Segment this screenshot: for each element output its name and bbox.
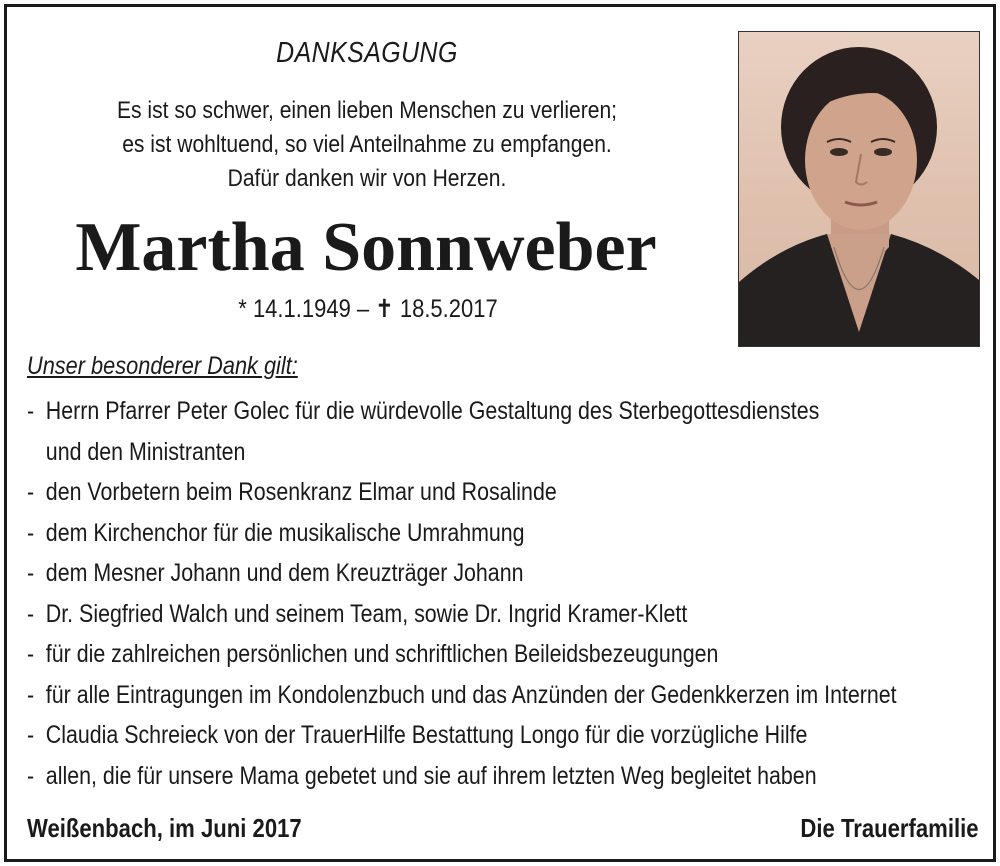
intro-line: es ist wohltuend, so viel Anteilnahme zu empfangen. [122,131,612,158]
death-date: 18.5.2017 [399,295,498,323]
list-item [27,715,968,756]
list-dash: - [27,478,35,506]
signature: Die Trauerfamilie [800,813,979,843]
list-item [27,391,968,432]
list-item [27,472,968,513]
list-item-continuation: und den Ministranten [45,437,246,466]
list-item-text: dem Kirchenchor für die musikalische Umrahmung [45,518,525,547]
portrait-photo-icon [739,32,979,346]
list-item [27,513,968,554]
list-item-text: dem Mesner Johann und dem Kreuzträger Johann [45,559,524,587]
place-date: Weißenbach, im Juni 2017 [27,813,302,843]
cross-icon: ✝ [375,295,394,323]
list-item-text: Herrn Pfarrer Peter Golec für die würdevolle Gestaltung des Sterbegottesdienstes [45,397,820,425]
list-item-text: allen, die für unsere Mama gebetet und sie auf ihrem letzten Weg begleitet haben [45,761,817,790]
list-item-text: den Vorbetern beim Rosenkranz Elmar und Rosalinde [45,478,557,506]
list-item [27,675,968,716]
list-dash: - [27,680,35,709]
list-item [27,756,968,797]
list-item-text: für die zahlreichen persönlichen und schriftlichen Beileidsbezeugungen [45,640,719,668]
list-dash: - [27,640,35,668]
list-item [27,634,968,675]
list-item-text: Dr. Siegfried Walch und seinem Team, sowie Dr. Ingrid Kramer-Klett [45,599,688,628]
list-dash: - [27,397,35,425]
list-dash: - [27,599,35,628]
list-item-text: für alle Eintragungen im Kondolenzbuch und das Anzünden der Gedenkkerzen im Internet [45,680,897,709]
list-dash: - [27,721,35,749]
portrait-photo [738,31,980,347]
thanks-list [27,391,968,796]
list-item-text: Claudia Schreieck von der TrauerHilfe Bestattung Longo für die vorzügliche Hilfe [45,721,808,749]
list-item [27,594,968,635]
intro-line: Es ist so schwer, einen lieben Menschen zu verlieren; [116,97,618,124]
list-dash: - [27,559,35,587]
notice-heading: DANKSAGUNG [276,37,458,69]
intro-text [57,94,676,196]
list-dash: - [27,761,35,790]
birth-date: * 14.1.1949 – [238,295,370,323]
death-notice [4,4,996,862]
list-item [27,553,968,594]
deceased-name: Martha Sonnweber [75,209,657,286]
list-dash: - [27,518,35,547]
intro-line: Dafür danken wir von Herzen. [227,165,507,192]
thanks-title: Unser besonderer Dank gilt: [27,352,298,380]
life-dates [50,294,685,324]
